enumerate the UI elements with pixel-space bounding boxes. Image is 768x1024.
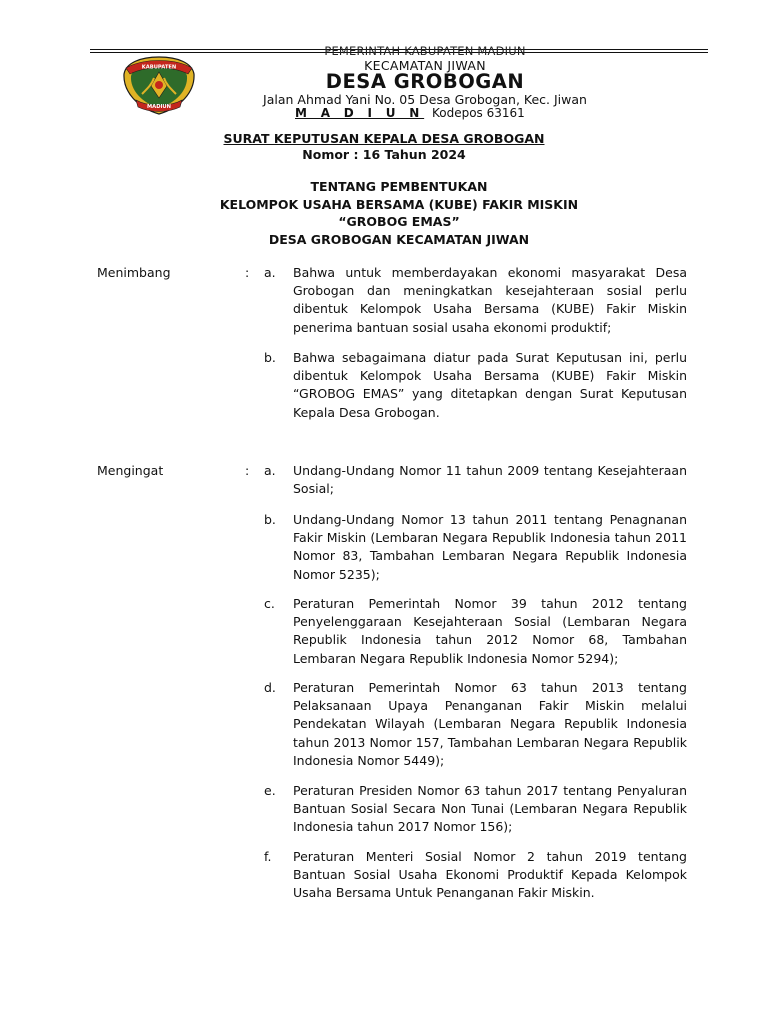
mengingat-item-text: Peraturan Pemerintah Nomor 63 tahun 2013 tentang Pelaksanaan Upaya Penanganan Fakir Miskin melalui Pendekatan Wilayah (Lembaran Negara Republik Indonesia tahun 2013 Nomor 157, Tambahan Lembaran Negara Republik Indonesia Nomor 5449); [293,680,687,768]
city-postal-row [295,106,525,120]
subject-line: “GROBOG EMAS” [338,214,460,229]
decree-subject [0,178,768,248]
subject-line: KELOMPOK USAHA BERSAMA (KUBE) FAKIR MISKIN [219,196,579,212]
menimbang-item-text: Bahwa untuk memberdayakan ekonomi masyarakat Desa Grobogan dan meningkatkan kesejahteraan sosial perlu dibentuk Kelompok Usaha Bersama (KUBE) Fakir Miskin penerima bantuan sosial usaha ekonomi produktif; [293,265,687,335]
mengingat-item-letter: e. [264,783,276,798]
city-name: M A D I U N [295,106,425,120]
decree-title: SURAT KEPUTUSAN KEPALA DESA GROBOGAN [223,131,545,146]
mengingat-item-letter: b. [264,512,276,527]
mengingat-item-letter: f. [264,849,272,864]
menimbang-colon: : [245,265,250,280]
district-name: KECAMATAN JIWAN [364,58,486,73]
mengingat-item-text: Peraturan Presiden Nomor 63 tahun 2017 tentang Penyaluran Bantuan Sosial Secara Non Tunai (Lembaran Negara Republik Indonesia tahun 2017 Nomor 156); [293,783,687,835]
subject-line: TENTANG PEMBENTUKAN [310,179,488,194]
svg-text:KABUPATEN: KABUPATEN [141,64,177,71]
mengingat-label: Mengingat [97,463,164,478]
mengingat-item-text: Peraturan Menteri Sosial Nomor 2 tahun 2019 tentang Bantuan Sosial Usaha Ekonomi Produktif Kepada Kelompok Usaha Bersama Untuk Penanganan Fakir Miskin. [293,849,687,901]
menimbang-item-text: Bahwa sebagaimana diatur pada Surat Keputusan ini, perlu dibentuk Kelompok Usaha Bersama (KUBE) Fakir Miskin “GROBOG EMAS” yang ditetapkan dengan Surat Keputusan Kepala Desa Grobogan. [293,350,687,420]
kabupaten-madiun-emblem-icon [118,54,200,116]
menimbang-item-letter: b. [264,350,276,365]
mengingat-item-text: Peraturan Pemerintah Nomor 39 tahun 2012 tentang Penyelenggaraan Kesejahteraan Sosial (Lembaran Negara Republik Indonesia tahun 2012 Nomor 68, Tambahan Lembaran Negara Republik Indonesia Nomor 5294); [293,596,687,666]
government-name: PEMERINTAH KABUPATEN MADIUN [324,44,526,58]
mengingat-item-letter: a. [264,463,276,478]
village-name: DESA GROBOGAN [325,70,525,93]
decree-number: Nomor : 16 Tahun 2024 [302,147,466,162]
menimbang-item-letter: a. [264,265,276,280]
village-address: Jalan Ahmad Yani No. 05 Desa Grobogan, Kec. Jiwan [263,92,587,107]
menimbang-label: Menimbang [97,265,171,280]
mengingat-item-letter: c. [264,596,275,611]
mengingat-item-text: Undang-Undang Nomor 13 tahun 2011 tentang Penagnanan Fakir Miskin (Lembaran Negara Republik Indonesia tahun 2011 Nomor 83, Tambahan Lembaran Negara Republik Indonesia Nomor 5235); [293,512,687,582]
svg-text:MADIUN: MADIUN [147,104,171,110]
mengingat-item-letter: d. [264,680,276,695]
subject-line: DESA GROBOGAN KECAMATAN JIWAN [268,231,530,247]
mengingat-colon: : [245,463,250,478]
mengingat-item-text: Undang-Undang Nomor 11 tahun 2009 tentang Kesejahteraan Sosial; [293,463,687,497]
postal-code: Kodepos 63161 [431,106,525,120]
